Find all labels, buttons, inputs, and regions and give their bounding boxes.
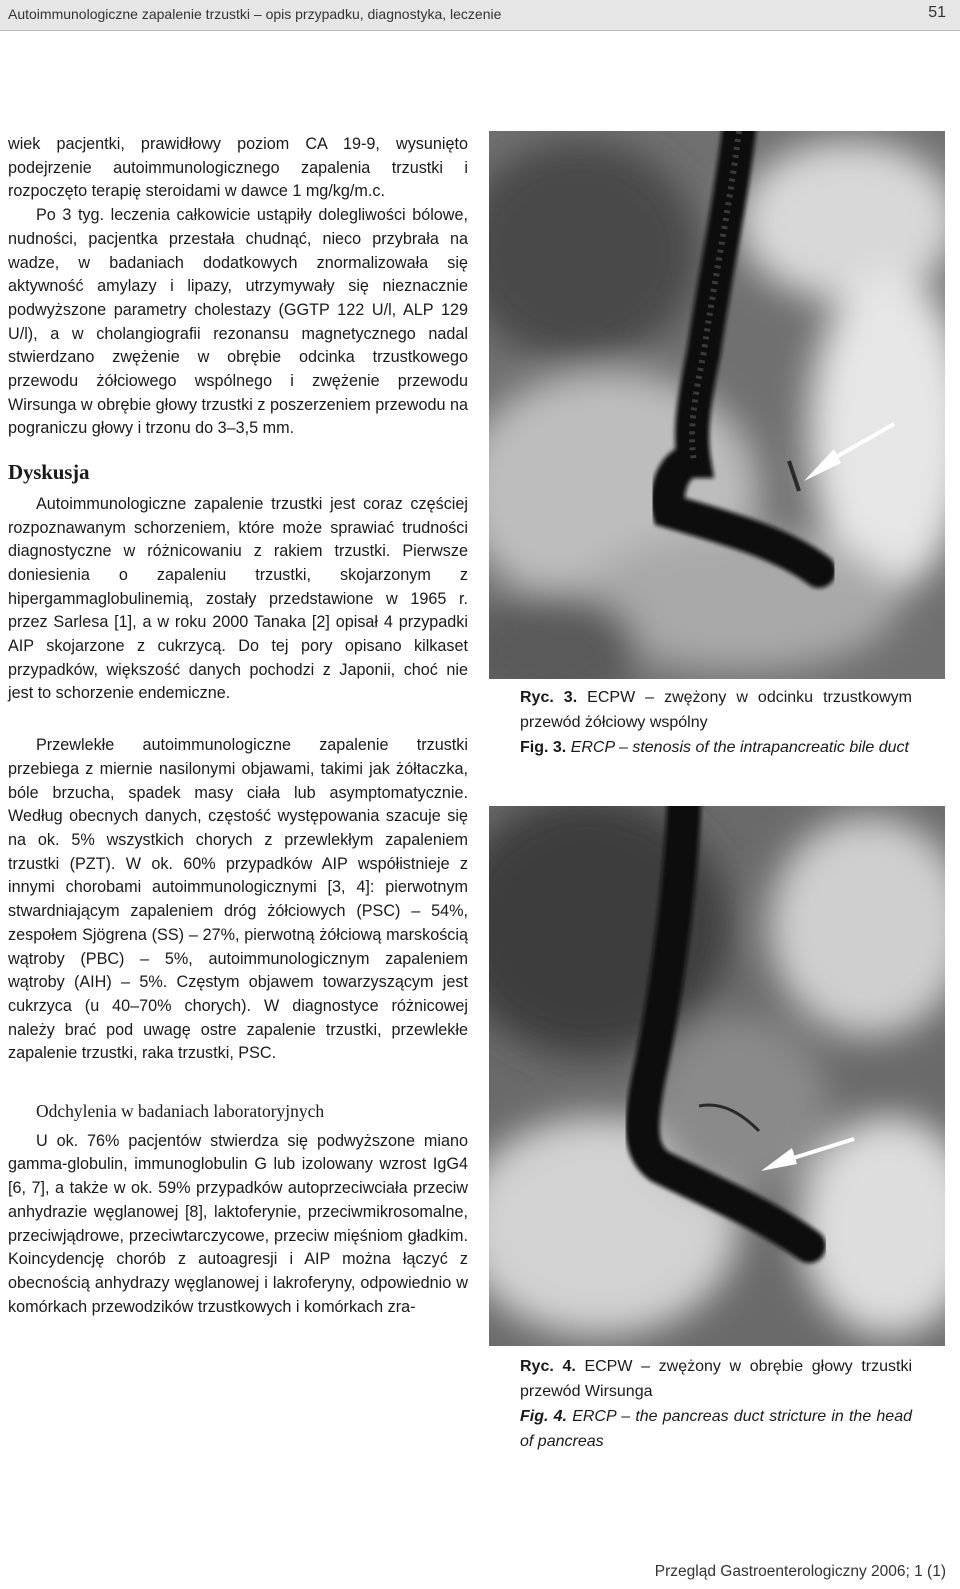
section-heading-discussion: Dyskusja	[8, 460, 90, 485]
paragraph-gap	[8, 706, 468, 734]
journal-footer: Przegląd Gastroenterologiczny 2006; 1 (1)	[654, 1563, 946, 1580]
fig3-caption-pl: ECPW – zwężony w odcinku trzustkowym przewód żółciowy wspólny	[520, 689, 912, 731]
page-number: 51	[928, 4, 946, 21]
left-text-column	[8, 133, 468, 1319]
fig3-label-en: Fig. 3.	[520, 739, 567, 756]
paragraph-lab-findings: U ok. 76% pacjentów stwierdza się podwyższone miano gamma-globulin, immunoglobulin G lub izolowany wzrost IgG4 [6, 7], a także w ok. 59% przypadków autoprzeciwciała przeciw anhydrazie węglanowej [8], laktoferynie, przeciwmikrosomalne, przeciwjądrowe, przeciwtarczycowe, przeciw mięśniom gładkim. Koincydencję chorób z autoagresji i AIP można łączyć z obecnością anhydrazy węglanowej i lakroferyny, odpowiednio w komórkach przewodzików trzustkowych i komórkach zra-	[8, 1131, 468, 1316]
fig3-label-pl: Ryc. 3.	[520, 689, 578, 706]
fig4-caption-en: ERCP – the pancreas duct stricture in the head of pancreas	[520, 1408, 912, 1450]
running-header	[0, 0, 960, 31]
fig3-caption-en: ERCP – stenosis of the intrapancreatic bile duct	[570, 739, 909, 756]
figure-3-caption	[520, 685, 912, 760]
paragraph-continued: wiek pacjentki, prawidłowy poziom CA 19-9, wysunięto podejrzenie autoimmunologicznego zapalenia trzustki i rozpoczęto terapię steroidami w dawce 1 mg/kg/m.c.	[8, 135, 468, 201]
figure-3-ercp-image	[489, 131, 945, 679]
figure-4-ercp-image	[489, 806, 945, 1346]
paragraph-followup: Po 3 tyg. leczenia całkowicie ustąpiły dolegliwości bólowe, nudności, pacjentka przestała chudnąć, nieco przybrała na wadze, w badaniach dodatkowych znormalizowała się aktywność amylazy i lipazy, utrzymywały się nieznacznie podwyższone parametry cholestazy (GGTP 122 U/l, ALP 129 U/l), a w cholangiografii rezonansu magnetycznego nadal stwierdzano zwężenie w obrębie odcinka trzustkowego przewodu żółciowego wspólnego i zwężenie przewodu Wirsunga w obrębie głowy trzustki z poszerzeniem przewodu na pograniczu głowy i trzonu do 3–3,5 mm.	[8, 206, 468, 438]
fig4-label-pl: Ryc. 4.	[520, 1358, 576, 1375]
paragraph-chronic-aip: Przewlekłe autoimmunologiczne zapalenie trzustki przebiega z miernie nasilonymi objawami, takimi jak żółtaczka, bóle brzucha, spadek masy ciała lub asymptomatycznie. Według obecnych danych, częstość występowania szacuje się na ok. 5% wszystkich chorych z przewlekłym zapaleniem trzustki (PZT). W ok. 60% przypadków AIP współistnieje z innymi chorobami autoimmunologicznymi [3, 4]: pierwotnym stwardniającym zapaleniem dróg żółciowych (PSC) – 54%, zespołem Sjögrena (SS) – 27%, pierwotną żółciową marskością wątroby (PBC) – 5%, autoimmunologicznym zapaleniem wątroby (AIH) – 5%. Częstym objawem towarzyszącym jest cukrzyca (u 40–70% chorych). W diagnostyce różnicowej należy brać pod uwagę ostre zapalenie trzustki, przewlekłe zapalenie trzustki, raka trzustki, PSC.	[8, 736, 468, 1063]
fig4-label-en: Fig. 4.	[520, 1408, 567, 1425]
running-title: Autoimmunologiczne zapalenie trzustki – opis przypadku, diagnostyka, leczenie	[8, 6, 502, 22]
figure-4-caption	[520, 1354, 912, 1454]
paragraph-discussion-intro: Autoimmunologiczne zapalenie trzustki jest coraz częściej rozpoznawanym schorzeniem, które może sprawiać trudności diagnostyczne w różnicowaniu z rakiem trzustki. Pierwsze doniesienia o zapaleniu trzustki, skojarzonym z hipergammaglobulinemią, zostały przedstawione w 1965 r. przez Sarlesa [1], a w roku 2000 Tanaka [2] opisał 4 przypadki AIP skojarzone z cukrzycą. Do tej pory opisano kilkaset przypadków, większość danych pochodzi z Japonii, choć nie jest to schorzenie endemiczne.	[8, 494, 468, 703]
fig4-caption-pl: ECPW – zwężony w obrębie głowy trzustki przewód Wirsunga	[520, 1358, 912, 1400]
subsection-heading-lab: Odchylenia w badaniach laboratoryjnych	[36, 1101, 325, 1122]
